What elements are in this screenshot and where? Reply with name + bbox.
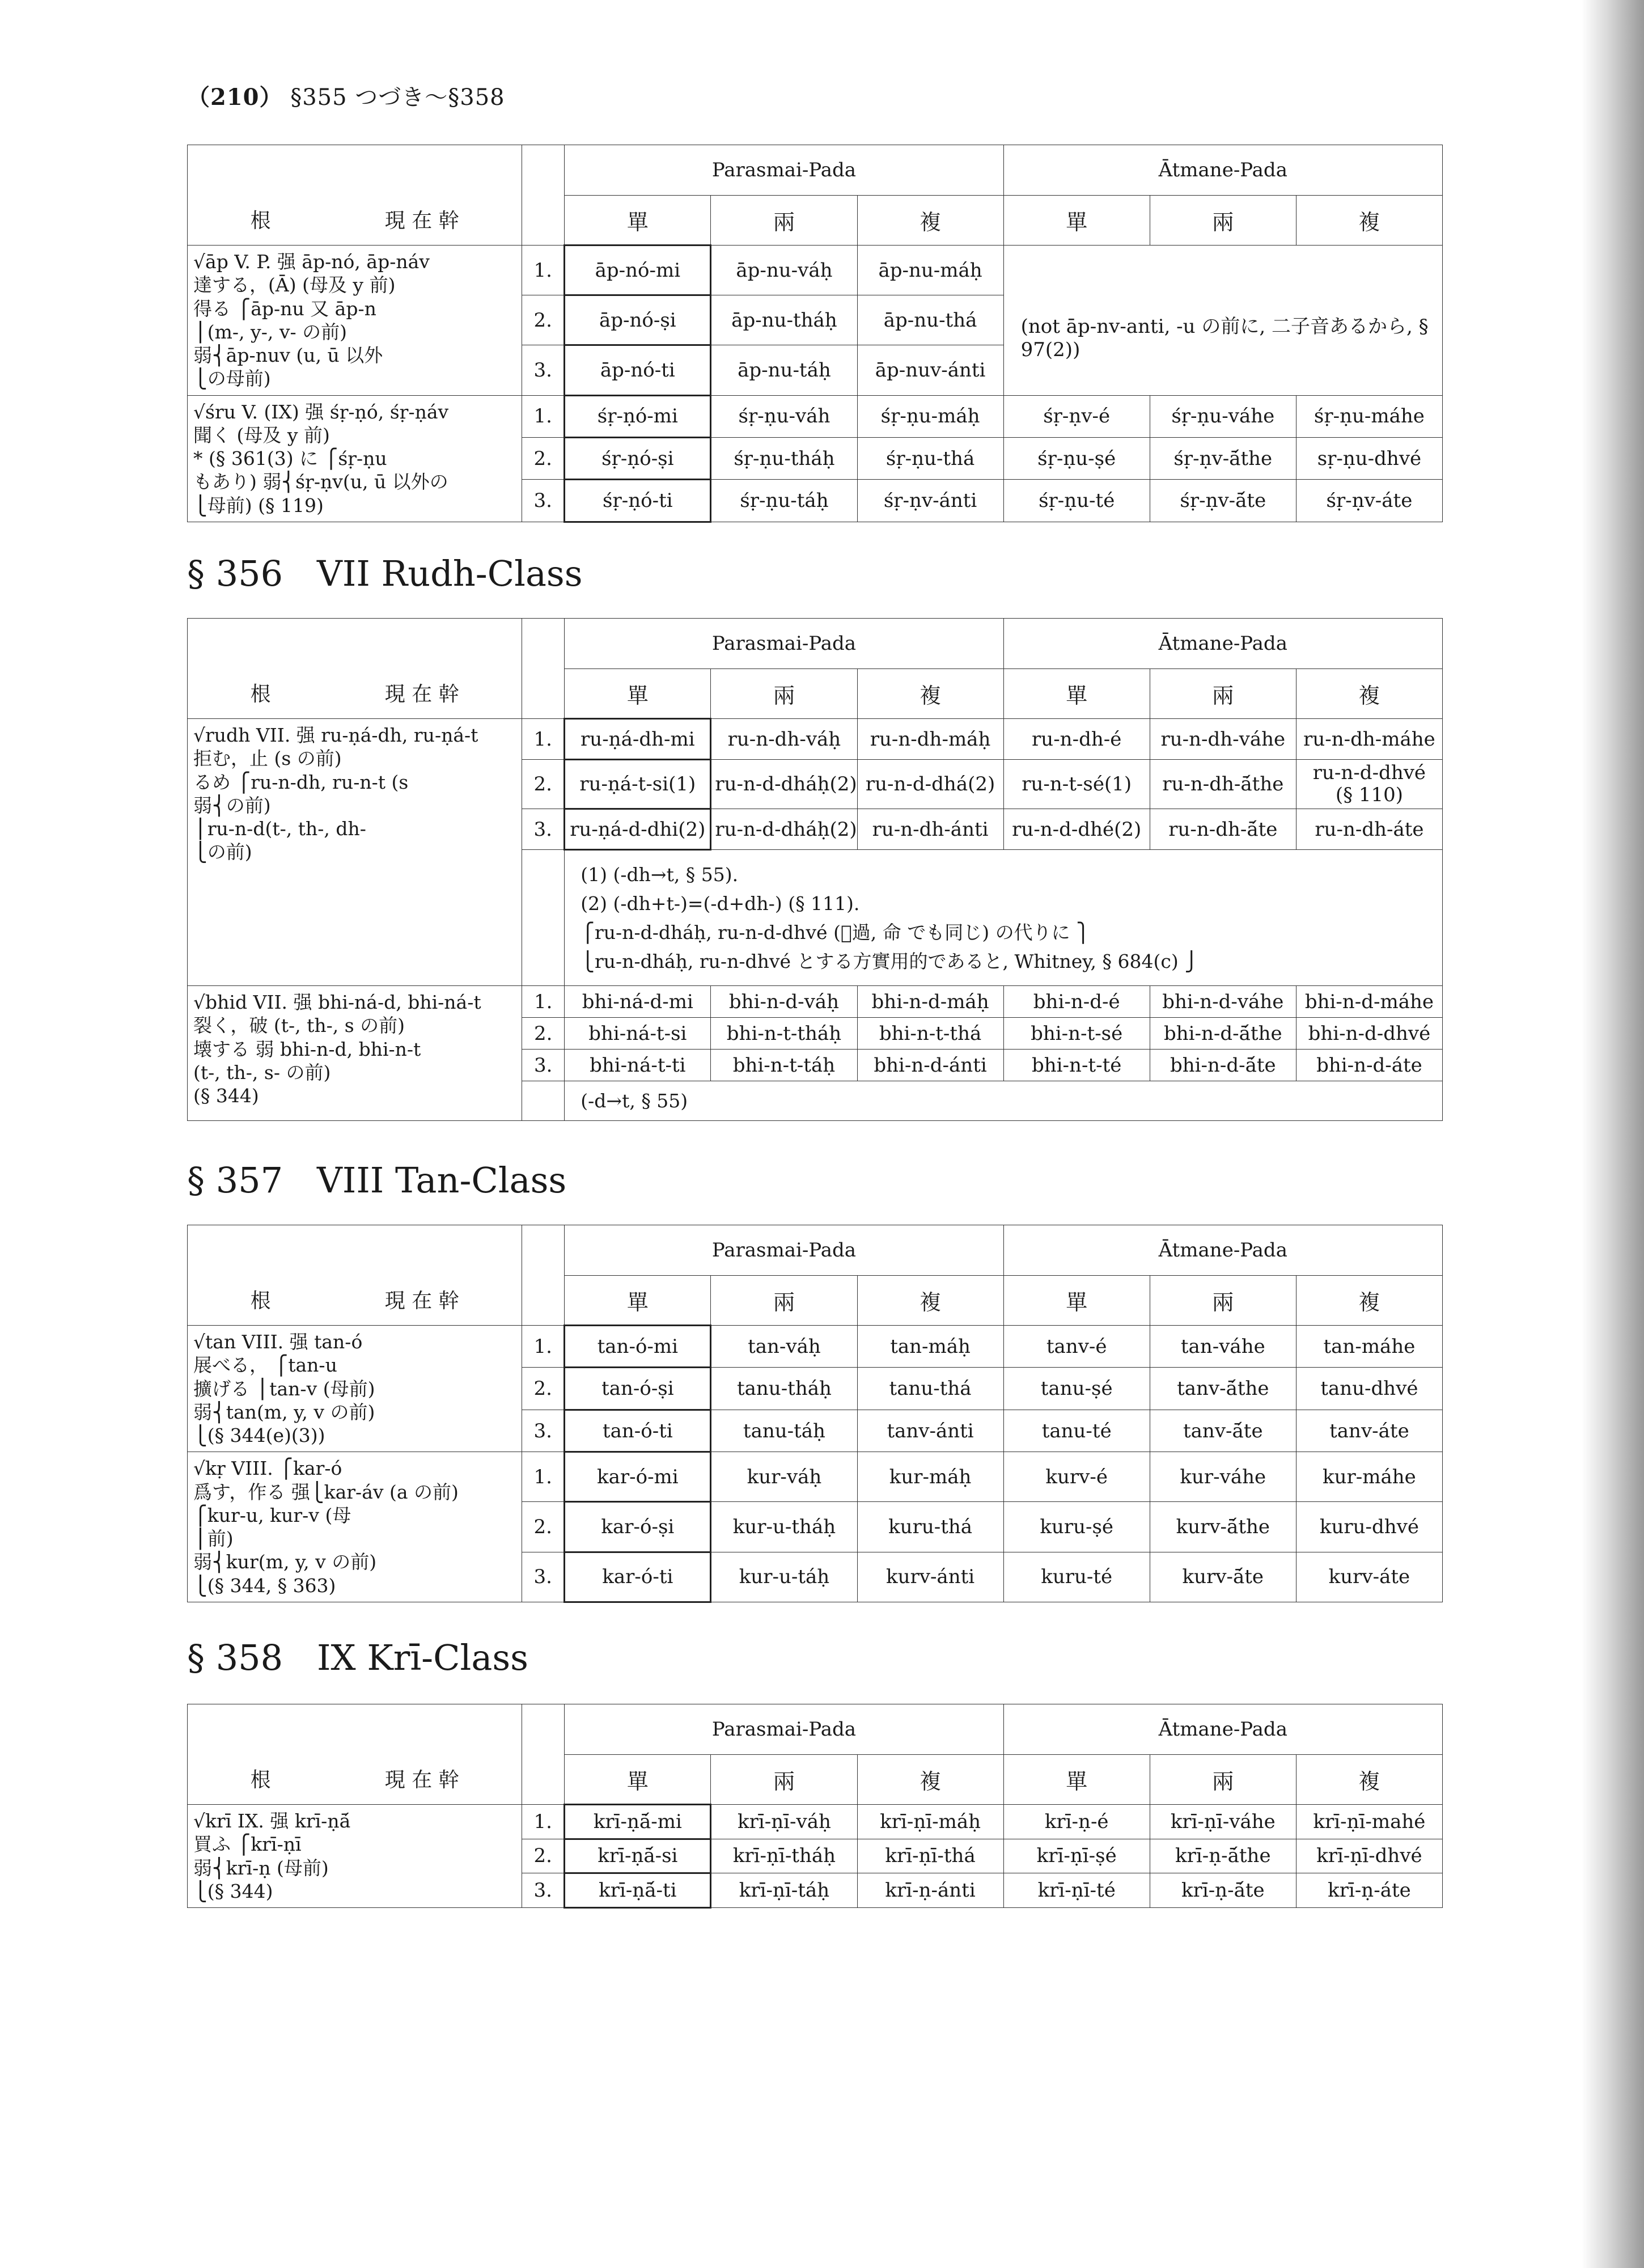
form-cell: śṛ-ṇó-ṣi [565, 437, 711, 479]
form-cell: kar-ó-mi [565, 1452, 711, 1502]
person-number: 3. [522, 480, 565, 522]
atmane-note: (not āp-nv-anti, -u の前に, 二子音あるから, § 97(2)) [1003, 246, 1442, 396]
form-cell: tanv-áte [1296, 1410, 1442, 1452]
header-sg: 單 [1003, 1276, 1150, 1326]
form-cell: bhi-n-d-váhe [1150, 986, 1296, 1018]
form-cell: śṛ-ṇu-thá [857, 437, 1003, 479]
form-cell: ru-n-dh-váḥ [711, 719, 857, 760]
page-number: （210） [187, 84, 283, 111]
form-cell: śṛ-ṇu-tháḥ [711, 437, 857, 479]
person-number: 2. [522, 1018, 565, 1050]
form-cell: ru-n-dh-é [1003, 719, 1150, 760]
person-number: 2. [522, 1368, 565, 1410]
header-pl: 複 [1296, 196, 1442, 246]
form-cell: bhi-n-d-ánti [857, 1050, 1003, 1081]
form-cell: śṛ-ṇu-ṣé [1003, 437, 1150, 479]
form-cell: kuru-ṣé [1003, 1502, 1150, 1552]
form-cell: ru-n-d-dhvé (§ 110) [1296, 760, 1442, 809]
form-cell: tan-ó-ṣi [565, 1368, 711, 1410]
person-number: 1. [522, 1326, 565, 1368]
root-kr: √kṛ VIII. ⎧kar-ó 爲す，作る 强⎩kar-áv (a の前) ⎧kur-u, kur-v (母 ⎪前) 弱⎨kur(m, y, v の前) ⎩(§ 344, § 363) [188, 1452, 522, 1602]
form-cell: śṛ-ṇu-máḥ [857, 395, 1003, 437]
form-cell: tan-váhe [1150, 1326, 1296, 1368]
form-cell: śṛ-ṇv-ā́te [1150, 480, 1296, 522]
form-cell: ru-n-d-dháḥ(2) [711, 760, 857, 809]
form-cell: krī-ṇ-é [1003, 1805, 1150, 1839]
form-cell: tan-ó-ti [565, 1410, 711, 1452]
header-du: 兩 [711, 1755, 857, 1805]
header-root-stem: 根 現 在 幹 [188, 145, 522, 246]
header-sg: 單 [1003, 669, 1150, 719]
form-cell: āp-nu-táḥ [711, 345, 857, 395]
section-title-358: § 358 IX Krī-Class [187, 1637, 528, 1678]
header-sg: 單 [565, 1276, 711, 1326]
form-cell: kurv-áte [1296, 1552, 1442, 1602]
form-cell: tanv-ā́te [1150, 1410, 1296, 1452]
header-root-stem: 根 現 在 幹 [188, 1225, 522, 1326]
header-sg: 單 [565, 669, 711, 719]
form-cell: tanv-ánti [857, 1410, 1003, 1452]
person-number: 2. [522, 1502, 565, 1552]
form-cell: bhi-n-t-táḥ [711, 1050, 857, 1081]
page-range: §355 つづき～§358 [290, 84, 505, 111]
form-cell: kuru-dhvé [1296, 1502, 1442, 1552]
form-cell: bhi-n-t-sé [1003, 1018, 1150, 1050]
form-cell: bhi-ná-d-mi [565, 986, 711, 1018]
header-du: 兩 [711, 196, 857, 246]
header-pl: 複 [1296, 1755, 1442, 1805]
form-cell: āp-nuv-ánti [857, 345, 1003, 395]
form-cell: ru-n-d-dháḥ(2) [711, 809, 857, 850]
form-cell: krī-ṇī-váḥ [711, 1805, 857, 1839]
form-cell: ru-ṇá-dh-mi [565, 719, 711, 760]
form-cell: āp-nu-thá [857, 295, 1003, 345]
form-cell: kurv-ánti [857, 1552, 1003, 1602]
form-cell: śṛ-ṇv-ánti [857, 480, 1003, 522]
form-cell: tan-váḥ [711, 1326, 857, 1368]
form-cell: tanu-tháḥ [711, 1368, 857, 1410]
form-cell: krī-ṇī-thá [857, 1839, 1003, 1873]
header-parasmai: Parasmai-Pada [565, 145, 1003, 196]
table-358 [187, 1704, 1443, 1909]
form-cell: śṛ-ṇv-áte [1296, 480, 1442, 522]
form-cell: bhi-ná-t-ti [565, 1050, 711, 1081]
form-cell: bhi-n-d-ā́te [1150, 1050, 1296, 1081]
table-356 [187, 618, 1443, 1121]
person-number: 3. [522, 1873, 565, 1908]
person-number: 3. [522, 809, 565, 850]
header-root-stem: 根 現 在 幹 [188, 619, 522, 719]
form-cell: tanu-táḥ [711, 1410, 857, 1452]
form-cell: kur-máhe [1296, 1452, 1442, 1502]
root-sru: √śru V. (IX) 强 śṛ-ṇó, śṛ-ṇáv 聞く (母及 y 前) * (§ 361(3) に ⎧śṛ-ṇu もあり) 弱⎨śṛ-ṇv(u, ū 以外の ⎩母前) (§ 119) [188, 395, 522, 522]
form-cell: śṛ-ṇv-é [1003, 395, 1150, 437]
form-cell: bhi-n-t-thá [857, 1018, 1003, 1050]
form-cell: bhi-n-d-áte [1296, 1050, 1442, 1081]
form-cell: krī-ṇī-ṣé [1003, 1839, 1150, 1873]
header-pl: 複 [1296, 1276, 1442, 1326]
person-number: 1. [522, 719, 565, 760]
form-cell: śṛ-ṇu-váhe [1150, 395, 1296, 437]
person-number: 3. [522, 1410, 565, 1452]
form-cell: bhi-n-d-ā́the [1150, 1018, 1296, 1050]
form-cell: krī-ṇā́-mi [565, 1805, 711, 1839]
page-gutter-shadow [1582, 0, 1644, 2268]
header-parasmai: Parasmai-Pada [565, 619, 1003, 669]
form-cell: ru-n-dh-áte [1296, 809, 1442, 850]
form-cell: bhi-n-d-máḥ [857, 986, 1003, 1018]
form-cell: krī-ṇī-máḥ [857, 1805, 1003, 1839]
header-pl: 複 [857, 669, 1003, 719]
person-number: 2. [522, 437, 565, 479]
form-cell: kuru-thá [857, 1502, 1003, 1552]
footnotes-rudh: (1) (-dh→t, § 55). (2) (-dh+t-)=(-d+dh-) (§ 111). ⎧ru-n-d-dháḥ, ru-n-d-dhvé (⃞過, 命 でも同じ) の代りに ⎫ ⎩ru-n-dháḥ, ru-n-dhvé とする方實用的であると, Whitney, § 684(c) ⎭ [565, 850, 1443, 986]
root-ap: √āp V. P. 强 āp-nó, āp-náv 達する，(Ā) (母及 y 前) 得る ⎧āp-nu 又 āp-n ⎪(m-, y-, v- の前) 弱⎨āp-nuv (u, ū 以外 ⎩の母前) [188, 246, 522, 396]
form-cell: kur-máḥ [857, 1452, 1003, 1502]
header-atmane: Ātmane-Pada [1003, 1704, 1442, 1755]
person-number: 3. [522, 1552, 565, 1602]
form-cell: āp-nó-mi [565, 246, 711, 295]
form-cell: krī-ṇī-táḥ [711, 1873, 857, 1908]
form-cell: ru-ṇá-d-dhi(2) [565, 809, 711, 850]
form-cell: krī-ṇī-dhvé [1296, 1839, 1442, 1873]
form-cell: āp-nu-váḥ [711, 246, 857, 295]
form-cell: kur-u-táḥ [711, 1552, 857, 1602]
header-pl: 複 [857, 1755, 1003, 1805]
header-parasmai: Parasmai-Pada [565, 1225, 1003, 1276]
header-sg: 單 [1003, 1755, 1150, 1805]
form-cell: kuru-té [1003, 1552, 1150, 1602]
header-pl: 複 [1296, 669, 1442, 719]
person-number: 2. [522, 1839, 565, 1873]
form-cell: śṛ-ṇu-táḥ [711, 480, 857, 522]
form-cell: bhi-n-t-té [1003, 1050, 1150, 1081]
person-number: 2. [522, 295, 565, 345]
form-cell: krī-ṇī-té [1003, 1873, 1150, 1908]
form-cell: śṛ-ṇu-máhe [1296, 395, 1442, 437]
form-cell: ru-n-dh-ā́the [1150, 760, 1296, 809]
form-cell: tanu-thá [857, 1368, 1003, 1410]
person-number: 1. [522, 395, 565, 437]
person-number: 1. [522, 246, 565, 295]
form-cell: kurv-ā́the [1150, 1502, 1296, 1552]
person-number: 3. [522, 345, 565, 395]
form-cell: bhi-ná-t-si [565, 1018, 711, 1050]
form-cell: kar-ó-ṣi [565, 1502, 711, 1552]
form-cell: śṛ-ṇu-té [1003, 480, 1150, 522]
form-cell: bhi-n-d-é [1003, 986, 1150, 1018]
form-cell: āp-nó-ṣi [565, 295, 711, 345]
form-cell: kur-váḥ [711, 1452, 857, 1502]
form-cell: kurv-ā́te [1150, 1552, 1296, 1602]
root-bhid: √bhid VII. 强 bhi-ná-d, bhi-ná-t 裂く，破 (t-, th-, s の前) 壊する 弱 bhi-n-d, bhi-n-t (t-, th-, s- の前) (§ 344) [188, 986, 522, 1121]
header-du: 兩 [711, 669, 857, 719]
header-root-stem: 根 現 在 幹 [188, 1704, 522, 1805]
form-cell: ru-n-dh-máḥ [857, 719, 1003, 760]
header-sg: 單 [1003, 196, 1150, 246]
form-cell: krī-ṇī-mahé [1296, 1805, 1442, 1839]
form-cell: śṛ-ṇv-ā́the [1150, 437, 1296, 479]
form-cell: ru-n-d-dhé(2) [1003, 809, 1150, 850]
header-sg: 單 [565, 1755, 711, 1805]
form-cell: tan-máḥ [857, 1326, 1003, 1368]
table-357 [187, 1225, 1443, 1603]
form-cell: krī-ṇī-tháḥ [711, 1839, 857, 1873]
person-number: 1. [522, 1805, 565, 1839]
form-cell: bhi-n-d-dhvé [1296, 1018, 1442, 1050]
form-cell: ru-n-dh-ánti [857, 809, 1003, 850]
form-cell: krī-ṇā́-ti [565, 1873, 711, 1908]
header-du: 兩 [1150, 1276, 1296, 1326]
form-cell: krī-ṇ-áte [1296, 1873, 1442, 1908]
header-du: 兩 [1150, 1755, 1296, 1805]
form-cell: ru-ṇá-t-si(1) [565, 760, 711, 809]
form-cell: bhi-n-d-máhe [1296, 986, 1442, 1018]
header-sg: 單 [565, 196, 711, 246]
form-cell: kur-váhe [1150, 1452, 1296, 1502]
form-cell: tan-ó-mi [565, 1326, 711, 1368]
form-cell: āp-nu-máḥ [857, 246, 1003, 295]
header-atmane: Ātmane-Pada [1003, 1225, 1442, 1276]
header-pl: 複 [857, 196, 1003, 246]
form-cell: ru-n-dh-váhe [1150, 719, 1296, 760]
root-kri: √krī IX. 强 krī-ṇā́ 買ふ ⎧krī-ṇī 弱⎨krī-ṇ (母前) ⎩(§ 344) [188, 1805, 522, 1908]
root-rudh: √rudh VII. 强 ru-ṇá-dh, ru-ṇá-t 拒む，止 (s の前) るめ ⎧ru-n-dh, ru-n-t (s 弱⎨の前) ⎪ru-n-d(t-, th-, dh- ⎩の前) [188, 719, 522, 986]
form-cell: ru-n-d-dhá(2) [857, 760, 1003, 809]
form-cell: tanv-ā́the [1150, 1368, 1296, 1410]
form-cell: kur-u-tháḥ [711, 1502, 857, 1552]
form-cell: śṛ-ṇó-ti [565, 480, 711, 522]
form-cell: kar-ó-ti [565, 1552, 711, 1602]
header-parasmai: Parasmai-Pada [565, 1704, 1003, 1755]
table-355 [187, 145, 1443, 523]
header-atmane: Ātmane-Pada [1003, 145, 1442, 196]
form-cell: krī-ṇ-ā́te [1150, 1873, 1296, 1908]
person-number: 1. [522, 1452, 565, 1502]
person-number: 1. [522, 986, 565, 1018]
form-cell: krī-ṇā́-si [565, 1839, 711, 1873]
form-cell: krī-ṇ-ā́the [1150, 1839, 1296, 1873]
form-cell: ru-n-dh-máhe [1296, 719, 1442, 760]
form-cell: tan-máhe [1296, 1326, 1442, 1368]
person-number: 3. [522, 1050, 565, 1081]
form-cell: kurv-é [1003, 1452, 1150, 1502]
form-cell: tanu-ṣé [1003, 1368, 1150, 1410]
form-cell: bhi-n-t-tháḥ [711, 1018, 857, 1050]
form-cell: śṛ-ṇu-váh [711, 395, 857, 437]
form-cell: tanv-é [1003, 1326, 1150, 1368]
person-number: 2. [522, 760, 565, 809]
header-atmane: Ātmane-Pada [1003, 619, 1442, 669]
form-cell: bhi-n-d-váḥ [711, 986, 857, 1018]
form-cell: tanu-té [1003, 1410, 1150, 1452]
form-cell: āp-nó-ti [565, 345, 711, 395]
form-cell: ru-n-t-sé(1) [1003, 760, 1150, 809]
header-du: 兩 [711, 1276, 857, 1326]
form-cell: krī-ṇī-váhe [1150, 1805, 1296, 1839]
root-tan: √tan VIII. 强 tan-ó 展べる， ⎧tan-u 擴げる ⎪tan-v (母前) 弱⎨tan(m, y, v の前) ⎩(§ 344(e)(3)) [188, 1326, 522, 1452]
form-cell: ru-n-dh-ā́te [1150, 809, 1296, 850]
form-cell: āp-nu-tháḥ [711, 295, 857, 345]
form-cell: śṛ-ṇó-mi [565, 395, 711, 437]
header-du: 兩 [1150, 669, 1296, 719]
form-cell: krī-ṇ-ánti [857, 1873, 1003, 1908]
header-pl: 複 [857, 1276, 1003, 1326]
section-title-356: § 356 VII Rudh-Class [187, 553, 583, 594]
footnotes-bhid: (-d→t, § 55) [565, 1081, 1443, 1121]
header-du: 兩 [1150, 196, 1296, 246]
section-title-357: § 357 VIII Tan-Class [187, 1160, 567, 1201]
form-cell: sṛ-ṇu-dhvé [1296, 437, 1442, 479]
form-cell: tanu-dhvé [1296, 1368, 1442, 1410]
page-header [187, 79, 505, 112]
